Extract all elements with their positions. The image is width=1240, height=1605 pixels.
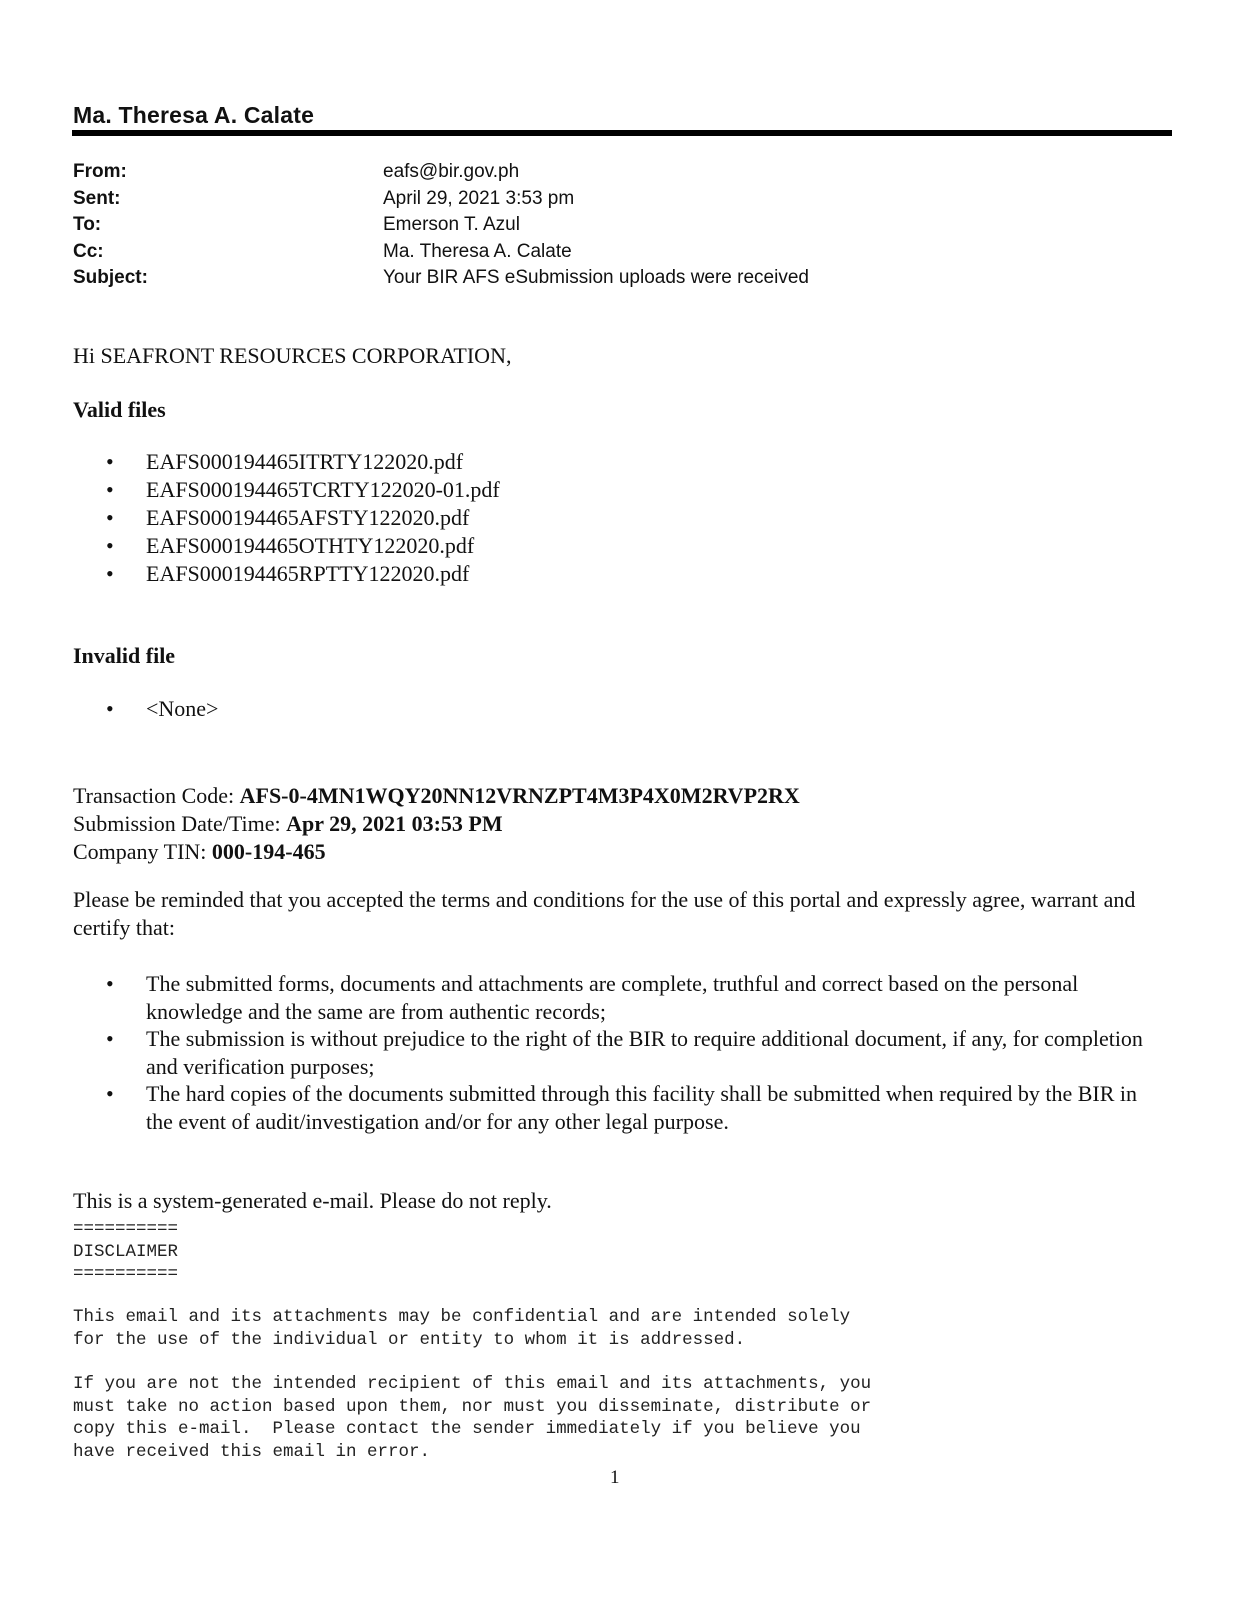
company-tin-label: Company TIN: — [73, 839, 212, 864]
term-text: The submission is without prejudice to the right of the BIR to require additional document, if any, for completion and verification purposes; — [146, 1026, 1143, 1079]
terms-list — [73, 970, 1163, 1135]
from-value: eafs@bir.gov.ph — [383, 161, 520, 182]
invalid-file-heading: Invalid file — [73, 643, 176, 668]
bullet-icon: • — [106, 1026, 114, 1051]
bullet-icon: • — [106, 477, 114, 502]
subject-label: Subject: — [73, 267, 148, 288]
disclaimer-rule-top: ========== — [73, 1219, 179, 1239]
disclaimer-rule-bottom: ========== — [73, 1264, 179, 1285]
bullet-icon: • — [106, 533, 114, 558]
disclaimer-title: DISCLAIMER — [73, 1241, 179, 1262]
transaction-code-line — [73, 782, 800, 810]
company-tin-value: 000-194-465 — [211, 839, 326, 864]
to-value: Emerson T. Azul — [383, 214, 520, 235]
transaction-code-value: AFS-0-4MN1WQY20NN12VRNZPT4M3P4X0M2RVP2RX — [239, 783, 800, 808]
email-header-fields — [73, 159, 809, 292]
from-label: From: — [73, 161, 127, 182]
from-row — [73, 159, 809, 186]
submission-datetime-value: Apr 29, 2021 03:53 PM — [286, 811, 503, 836]
to-row — [73, 212, 809, 239]
term-text: The submitted forms, documents and attachments are complete, truthful and correct based on the personal knowledge and the same are from authentic records; — [146, 971, 1079, 1024]
list-item — [73, 1025, 1163, 1080]
sent-value: April 29, 2021 3:53 pm — [383, 187, 575, 209]
bullet-icon: • — [106, 1081, 114, 1106]
printout-owner-name: Ma. Theresa A. Calate — [73, 102, 315, 128]
valid-file-name: EAFS000194465AFSTY122020.pdf — [146, 505, 470, 530]
transaction-details — [73, 782, 800, 866]
page-number: 1 — [610, 1467, 620, 1488]
disclaimer-paragraph-1: This email and its attachments may be confidential and are intended solely for the use of the individual or entity to whom it is addressed. — [73, 1307, 851, 1350]
list-item — [73, 476, 500, 504]
valid-file-name: EAFS000194465OTHTY122020.pdf — [146, 533, 475, 558]
subject-row — [73, 265, 809, 292]
submission-datetime-label: Submission Date/Time: — [73, 811, 287, 836]
cc-value: Ma. Theresa A. Calate — [383, 240, 572, 262]
valid-file-name: EAFS000194465ITRTY122020.pdf — [146, 449, 464, 474]
bullet-icon: • — [106, 696, 114, 721]
valid-file-name: EAFS000194465TCRTY122020-01.pdf — [146, 477, 500, 502]
transaction-code-label: Transaction Code: — [73, 783, 240, 808]
list-item — [73, 504, 500, 532]
disclaimer-header — [73, 1218, 178, 1286]
bullet-icon: • — [106, 561, 114, 586]
disclaimer-paragraph-2: If you are not the intended recipient of this email and its attachments, you must take no action based upon them, nor must you disseminate, distribute or copy this e-mail. Please contact the sender immediately if you believe you have received this email in error. — [73, 1374, 872, 1463]
list-item — [73, 1080, 1163, 1135]
list-item — [73, 695, 218, 723]
sent-label: Sent: — [73, 187, 121, 209]
bullet-icon: • — [106, 449, 114, 474]
list-item — [73, 970, 1163, 1025]
invalid-files-list — [73, 695, 218, 723]
header-divider — [72, 130, 1172, 136]
sent-row — [73, 186, 809, 213]
bullet-icon: • — [106, 971, 114, 996]
submission-datetime-line — [73, 810, 800, 838]
to-label: To: — [73, 214, 102, 235]
list-item — [73, 560, 500, 588]
valid-file-name: EAFS000194465RPTTY122020.pdf — [146, 561, 470, 586]
system-generated-note: This is a system-generated e-mail. Please do not reply. — [73, 1188, 552, 1213]
list-item — [73, 448, 500, 476]
invalid-file-name: <None> — [146, 696, 219, 721]
list-item — [73, 532, 500, 560]
cc-label: Cc: — [73, 240, 104, 262]
terms-reminder: Please be reminded that you accepted the terms and conditions for the use of this portal and expressly agree, warrant and certify that: — [73, 887, 1136, 940]
cc-row — [73, 239, 809, 266]
valid-files-list — [73, 448, 500, 588]
subject-value: Your BIR AFS eSubmission uploads were received — [383, 267, 809, 288]
greeting: Hi SEAFRONT RESOURCES CORPORATION, — [73, 343, 512, 368]
term-text: The hard copies of the documents submitted through this facility shall be submitted when required by the BIR in the event of audit/investigation and/or for any other legal purpose. — [146, 1081, 1138, 1134]
company-tin-line — [73, 838, 800, 866]
valid-files-heading: Valid files — [73, 397, 166, 422]
bullet-icon: • — [106, 505, 114, 530]
